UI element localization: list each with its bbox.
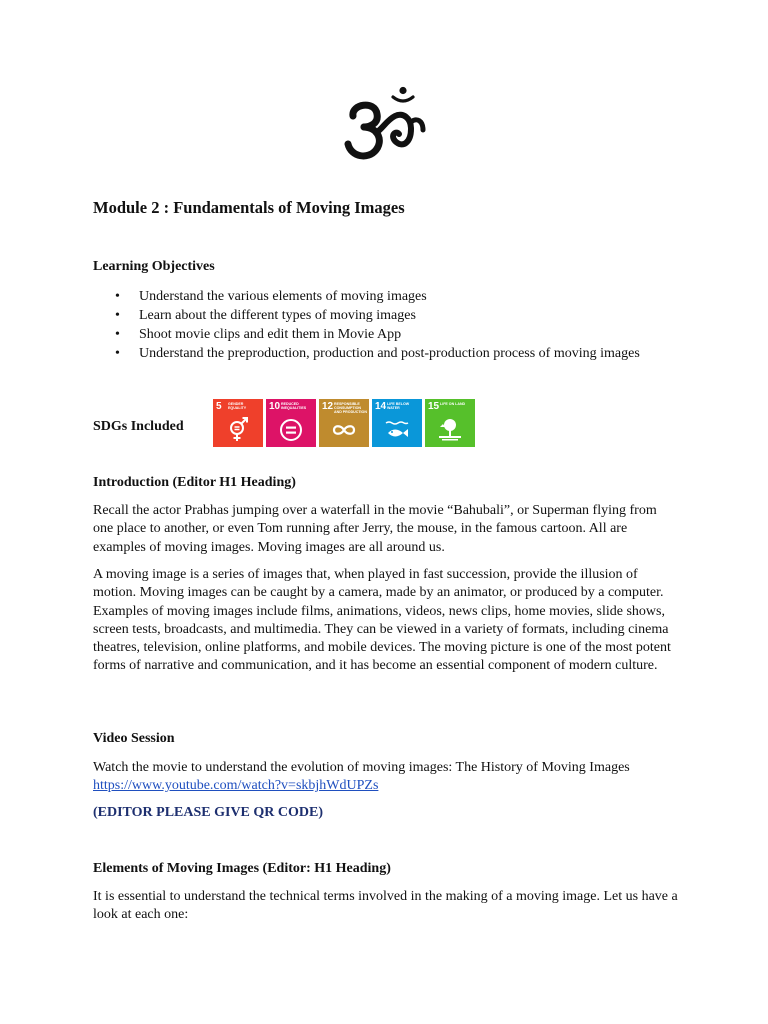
video-session-text: Watch the movie to understand the evolution of moving images: The History of Moving Images [93, 760, 630, 775]
introduction-paragraph-1: Recall the actor Prabhas jumping over a waterfall in the movie “Bahubali”, or Superman flying from one place to another, or even Tom running after Jerry, the mouse, in the famous cartoon. All are examples of moving images. Moving images are all around us. [93, 503, 657, 555]
reduced-inequalities-icon [279, 416, 303, 442]
sdg-tile-12 [319, 399, 369, 447]
sdg-tile-5 [213, 399, 263, 447]
page-title: Module 2 : Fundamentals of Moving Images [93, 198, 405, 217]
sdg-label: LIFE BELOW WATER [387, 402, 410, 411]
introduction-paragraph-2: A moving image is a series of images that, when played in fast succession, provide the illusion of motion. Moving images can be caught by a camera, made by an animator, or produced by a computer. Examples of moving images include films, animations, videos, news clips, home movies, slide shows, screen tests, broadcasts, and multimedia. They can be viewed in a variety of formats, including cinema theatres, television, online platforms, and mobile devices. The moving picture is one of the most potent forms of narrative and communication, and it has become an essential component of modern culture. [93, 567, 671, 674]
list-item: • Shoot movie clips and edit them in Movie App [93, 325, 673, 344]
sdg-tile-14 [372, 399, 422, 447]
om-symbol-icon [343, 86, 427, 162]
list-item: • Understand the preproduction, production and post-production process of moving images [93, 344, 673, 363]
elements-paragraph: It is essential to understand the technical terms involved in the making of a moving image. Let us have a look at each one: [93, 889, 678, 923]
editor-note: (EDITOR PLEASE GIVE QR CODE) [93, 805, 324, 820]
introduction-heading: Introduction (Editor H1 Heading) [93, 475, 296, 490]
sdg-label: REDUCED INEQUALITIES [281, 402, 307, 411]
sdg-number: 10 [269, 401, 281, 412]
learning-objectives-heading: Learning Objectives [93, 259, 215, 274]
infinity-icon [332, 416, 356, 442]
sdg-number: 12 [322, 401, 334, 412]
elements-heading: Elements of Moving Images (Editor: H1 Heading) [93, 861, 391, 876]
youtube-link[interactable]: https://www.youtube.com/watch?v=skbjhWdUPZs [93, 778, 379, 794]
sdg-number: 14 [375, 401, 387, 412]
sdg-label: LIFE ON LAND [440, 402, 466, 406]
gender-equality-icon [226, 416, 250, 442]
video-session-paragraph [93, 759, 678, 796]
tree-icon [438, 416, 462, 442]
sdg-number: 15 [428, 401, 440, 412]
sdg-label: RESPONSIBLE CONSUMPTION AND PRODUCTION [334, 402, 367, 415]
sdg-label: GENDER EQUALITY [228, 402, 247, 411]
fish-icon [385, 416, 409, 442]
list-item: • Understand the various elements of moving images [93, 287, 673, 306]
sdg-tile-10 [266, 399, 316, 447]
sdg-number: 5 [216, 401, 222, 412]
learning-objectives-list [93, 287, 673, 363]
sdg-tile-15 [425, 399, 475, 447]
video-session-heading: Video Session [93, 731, 175, 746]
sdg-tiles [213, 399, 475, 447]
list-item: • Learn about the different types of moving images [93, 306, 673, 325]
sdgs-label: SDGs Included [93, 419, 184, 434]
